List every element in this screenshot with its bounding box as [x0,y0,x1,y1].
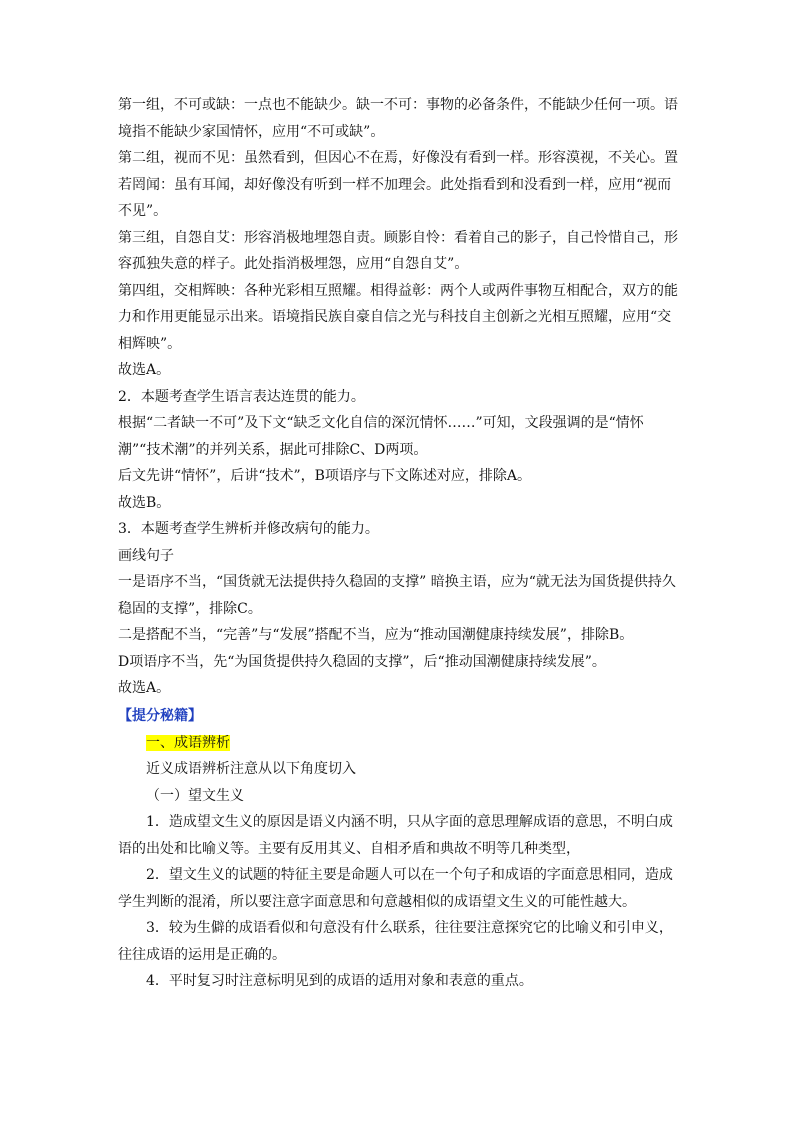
explanation-group-2: 第二组，视而不见：虽然看到，但因心不在焉，好像没有看到一样。形容漠视，不关心。置若罔闻：虽有耳闻，却好像没有听到一样不加理会。此处指看到和没看到一样，应用“视而不见”。 [118,150,678,219]
answer-3: 故选A。 [118,680,171,696]
question-2-paragraph-2: 后文先讲“情怀”，后讲“技术”，B项语序与下文陈述对应，排除A。 [118,468,532,484]
question-3-lead: 画线句子 [118,547,174,564]
tips-item-2: 2．望文生义的试题的特征主要是命题人可以在一个句子和成语的字面意思相同，造成学生判断的混淆，所以要注意字面意思和句意越相似的成语望文生义的可能性越大。 [118,867,673,910]
question-3-paragraph-2: 二是搭配不当，“完善”与“发展”搭配不当，应为“推动国潮健康持续发展”，排除B。 [118,627,634,643]
tips-item-3: 3．较为生僻的成语看似和句意没有什么联系，往往要注意探究它的比喻义和引申义，往往成语的运用是正确的。 [118,920,673,963]
tips-item-4: 4．平时复习时注意标明见到的成语的适用对象和表意的重点。 [146,973,533,989]
tips-section-1-wrap [118,730,678,757]
tips-section-1: 一、成语辨析 [146,734,230,751]
question-3-paragraph-3: D项语序不当，先“为国货提供持久稳固的支撑”，后“推动国潮健康持续发展”。 [118,653,606,670]
tips-heading: 【提分秘籍】 [118,707,202,724]
question-3-title: 3．本题考查学生辨析并修改病句的能力。 [118,521,379,537]
explanation-group-4: 第四组，交相辉映：各种光彩相互照耀。相得益彰：两个人或两件事物互相配合，双方的能力和作用更能显示出来。语境指民族自豪自信之光与科技自主创新之光相互照耀，应用“交相辉映”。 [118,282,678,352]
question-2-title: 2．本题考查学生语言表达连贯的能力。 [118,388,365,405]
explanation-group-1: 第一组，不可或缺：一点也不能缺少。缺一不可：事物的必备条件，不能缺少任何一项。语境指不能缺少家国情怀，应用“不可或缺”。 [118,97,678,140]
answer-1: 故选A。 [118,362,171,378]
answer-2: 故选B。 [118,494,171,511]
question-2-paragraph-1: 根据“二者缺一不可”及下文“缺乏文化自信的深沉情怀……”可知，文段强调的是“情怀潮”“技术潮”的并列关系，据此可排除C、D两项。 [118,415,644,458]
tips-item-1: 1．造成望文生义的原因是语义内涵不明，只从字面的意思理解成语的意思，不明白成语的出处和比喻义等。主要有反用其义、自相矛盾和典故不明等几种类型， [118,814,673,857]
tips-subsection-1: （一）望文生义 [146,787,244,804]
question-3-paragraph-1: 一是语序不当，“国货就无法提供持久稳固的支撑” 暗换主语，应为“就无法为国货提供持久稳固的支撑”，排除C。 [118,574,676,617]
tips-intro: 近义成语辨析注意从以下角度切入 [146,761,356,777]
document-page [118,92,678,995]
explanation-group-3: 第三组，自怨自艾：形容消极地埋怨自责。顾影自怜：看着自己的影子，自己怜惜自己，形容孤独失意的样子。此处指消极埋怨，应用“自怨自艾”。 [118,229,678,272]
